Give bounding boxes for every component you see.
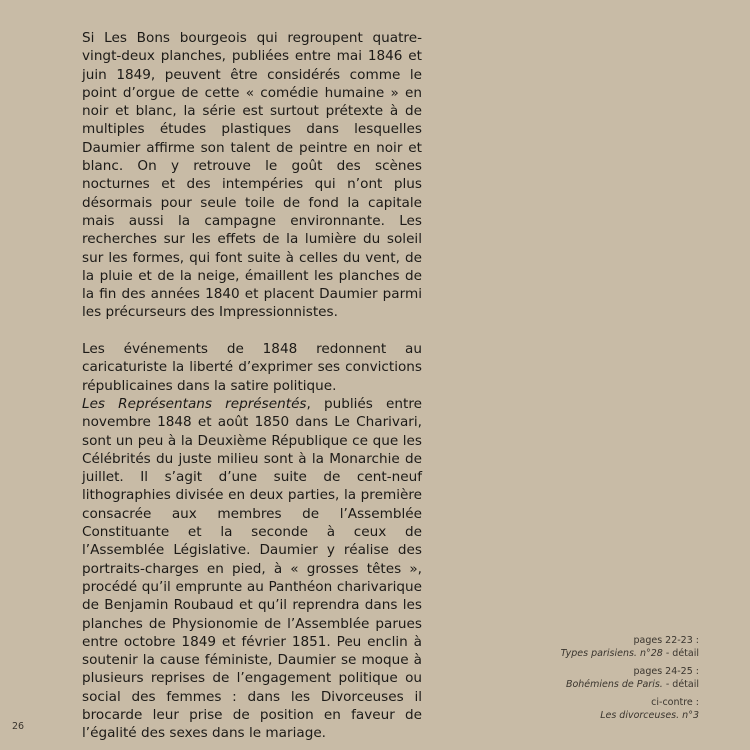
caption-suffix: - détail	[662, 678, 699, 690]
caption	[499, 666, 699, 691]
captions	[499, 635, 699, 728]
paragraph-text: , publiés entre novembre 1848 et août 1850 dans Le Charivari, sont un peu à la Deuxième République ce que les Célébrités du juste milieu sont à la Monarchie de juillet. Il s’agit d’une suite de cent-neuf lithographies divisée en deux parties, la première consacrée aux membres de l’Assemblée Constituante et la seconde à ceux de l’Assemblée Législative. Daumier y réalise des portraits-charges en pied, à « grosses têtes », procédé qu’il emprunte au Panthéon charivarique de Benjamin Roubaud et qu’il reprendra dans les planches de Physionomie de l’Assemblée parues entre octobre 1849 et février 1851. Peu enclin à soutenir la cause féministe, Daumier se moque à plusieurs reprises de l’engagement politique ou social des femmes : dans les Divorceuses il brocarde leur prise de position en faveur de l’égalité des sexes dans le mariage.	[82, 395, 422, 742]
caption-title: Types parisiens. n°28	[560, 647, 663, 659]
paragraph	[82, 395, 422, 743]
caption-title: Les divorceuses. n°3	[600, 709, 699, 721]
body-text	[82, 29, 422, 743]
caption-title: Bohémiens de Paris.	[565, 678, 663, 690]
caption-suffix: - détail	[662, 647, 699, 659]
caption	[499, 635, 699, 660]
work-title: Les Représentans représentés	[82, 395, 307, 412]
caption-ref: ci-contre :	[651, 697, 699, 708]
caption-ref: pages 24-25 :	[633, 666, 699, 677]
paragraph: Les événements de 1848 redonnent au caricaturiste la liberté d’exprimer ses convictions républicaines dans la satire politique.	[82, 341, 422, 394]
paragraph: Si Les Bons bourgeois qui regroupent quatre-vingt-deux planches, publiées entre mai 1846 et juin 1849, peuvent être considérés comme le point d’orgue de cette « comédie humaine » en noir et blanc, la série est surtout prétexte à de multiples études plastiques dans lesquelles Daumier affirme son talent de peintre en noir et blanc. On y retrouve le goût des scènes nocturnes et des intempéries qui n’ont plus désormais pour seule toile de fond la capitale mais aussi la campagne environnante. Les recherches sur les effets de la lumière du soleil sur les formes, qui font suite à celles du vent, de la pluie et de la neige, émaillent les planches de la fin des années 1840 et placent Daumier parmi les précurseurs des Impressionnistes.	[82, 30, 422, 321]
page-number: 26	[12, 721, 25, 732]
caption-ref: pages 22-23 :	[633, 635, 699, 646]
caption	[499, 697, 699, 722]
